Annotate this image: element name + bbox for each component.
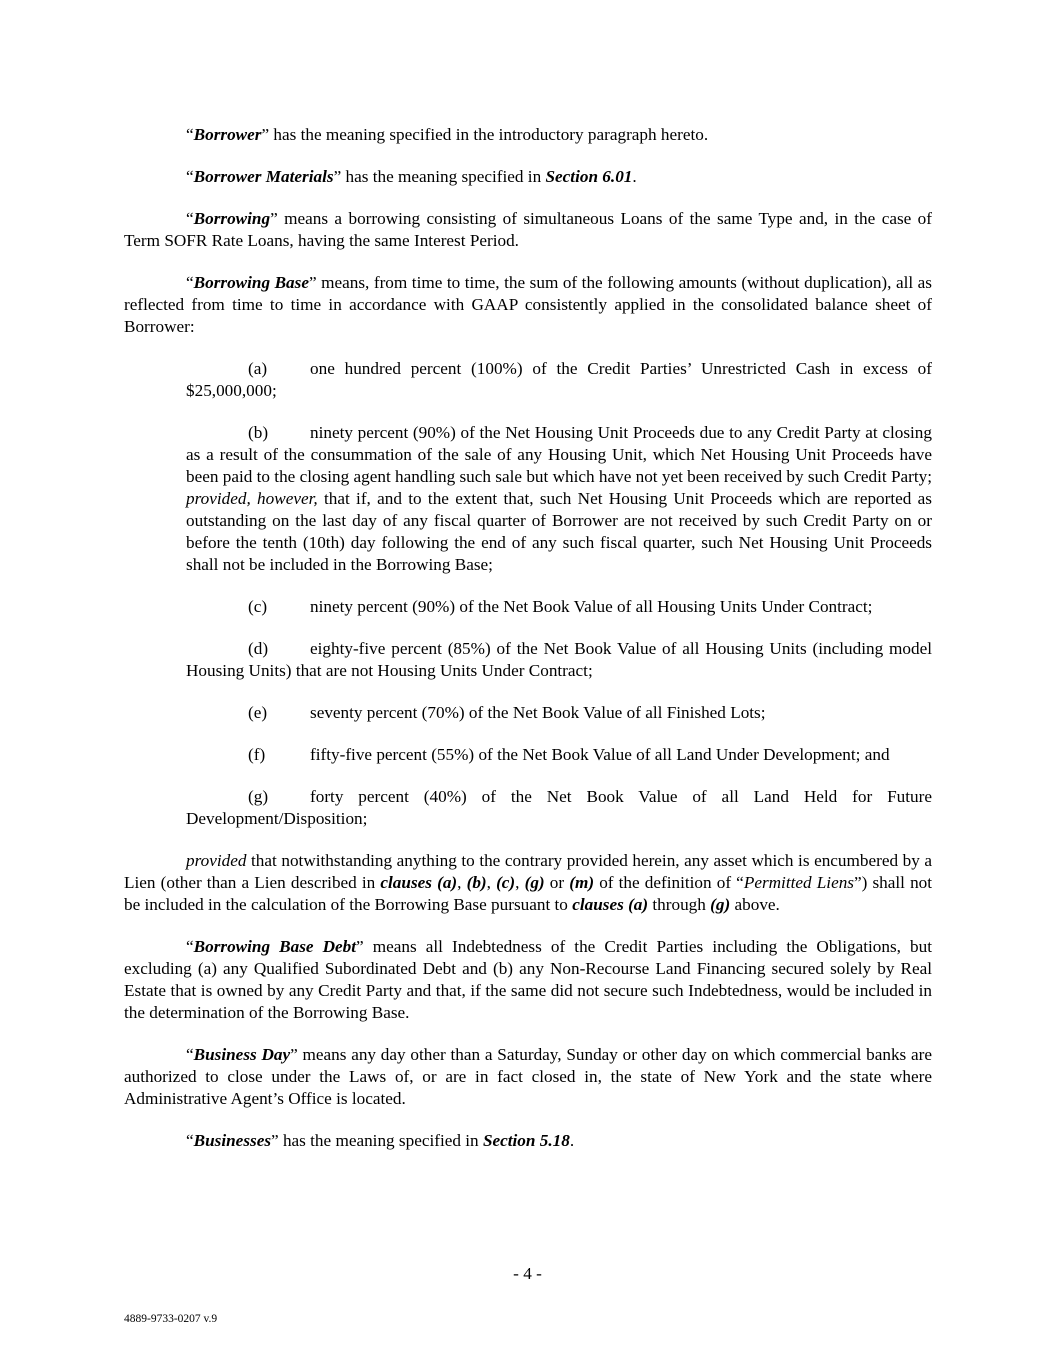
clause-c: (c) ninety percent (90%) of the Net Book Value of all Housing Units Under Contract; (248, 597, 873, 616)
clause-label: (b) (248, 423, 269, 442)
document-body (124, 124, 932, 1172)
clause-e: (e) seventy percent (70%) of the Net Book Value of all Finished Lots; (248, 703, 766, 722)
clause-g: (g) forty percent (40%) of the Net Book Value of all Land Held for Future Development/Disposition; (186, 787, 932, 828)
clause-b: (b) ninety percent (90%) of the Net Housing Unit Proceeds due to any Credit Party at closing as a result of the consummation of the sale of any Housing Unit, which Net Housing Unit Proceeds have been paid to the closing agent handling such sale but which have not yet been received by such Credit Party; provided, however, that if, and to the extent that, such Net Housing Unit Proceeds which are reported as outstanding on the last day of any fiscal quarter of Borrower are not received by such Credit Party on or before the tenth (10th) day following the end of any such fiscal quarter, such Net Housing Unit Proceeds shall not be included in the Borrowing Base; (186, 423, 933, 574)
definition-borrowing-base: “Borrowing Base” means, from time to time, the sum of the following amounts (without duplication), all as reflected from time to time in accordance with GAAP consistently applied in the consolidated balance sheet of Borrower: (124, 273, 933, 336)
defined-term: Businesses (193, 1131, 272, 1150)
clause-f: (f) fifty-five percent (55%) of the Net Book Value of all Land Under Development; and (248, 745, 890, 764)
clause-label: (g) (248, 787, 269, 806)
document-id: 4889-9733-0207 v.9 (124, 1313, 218, 1325)
clause-a: (a) one hundred percent (100%) of the Credit Parties’ Unrestricted Cash in excess of $25,000,000; (186, 359, 932, 400)
definition-borrower: “Borrower” has the meaning specified in the introductory paragraph hereto. (186, 125, 709, 144)
clause-label: (e) (248, 703, 268, 722)
defined-term: Borrower Materials (193, 167, 334, 186)
clause-label: (f) (248, 745, 266, 764)
definition-borrowing-base-debt: “Borrowing Base Debt” means all Indebtedness of the Credit Parties including the Obligations, but excluding (a) any Qualified Subordinated Debt and (b) any Non-Recourse Land Financing secured solely by Real Estate that is owned by any Credit Party and that, if the same did not secure such Indebtedness, would be included in the determination of the Borrowing Base. (124, 937, 932, 1022)
defined-term: Business Day (193, 1045, 291, 1064)
clause-label: (d) (248, 639, 269, 658)
defined-term: Borrowing Base (193, 273, 309, 292)
section-reference: Section 6.01 (545, 167, 633, 186)
definition-borrowing: “Borrowing” means a borrowing consisting of simultaneous Loans of the same Type and, in the case of Term SOFR Rate Loans, having the same Interest Period. (124, 209, 932, 250)
clause-d: (d) eighty-five percent (85%) of the Net Book Value of all Housing Units (including model Housing Units) that are not Housing Units Under Contract; (186, 639, 932, 680)
defined-term: Borrower (193, 125, 262, 144)
definition-business-day: “Business Day” means any day other than a Saturday, Sunday or other day on which commercial banks are authorized to close under the Laws of, or are in fact closed in, the state of New York and the state where Administrative Agent’s Office is located. (124, 1045, 932, 1108)
page-number: - 4 - (513, 1264, 542, 1283)
defined-term: Borrowing Base Debt (193, 937, 357, 956)
clause-label: (a) (248, 359, 268, 378)
proviso-paragraph: provided that notwithstanding anything to the contrary provided herein, any asset which is encumbered by a Lien (other than a Lien described in clauses (a), (b), (c), (g) or (m) of the definition of “Permitted Liens”) shall not be included in the calculation of the Borrowing Base pursuant to clauses (a) through (g) above. (124, 851, 933, 914)
definition-borrower-materials: “Borrower Materials” has the meaning specified in Section 6.01. (186, 167, 637, 186)
clause-label: (c) (248, 597, 268, 616)
defined-term: Borrowing (193, 209, 271, 228)
definition-businesses: “Businesses” has the meaning specified in Section 5.18. (186, 1131, 575, 1150)
section-reference: Section 5.18 (482, 1131, 570, 1150)
